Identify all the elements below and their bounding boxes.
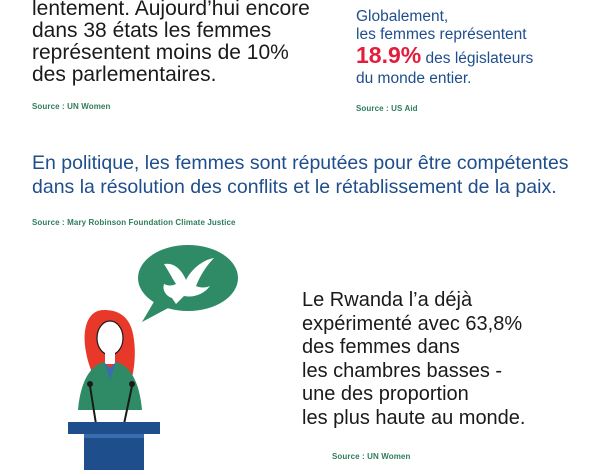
stat-line: du monde entier. xyxy=(356,70,472,87)
stat-line-highlight xyxy=(356,44,586,70)
stat-percentage: 18.9% xyxy=(356,42,422,68)
stat-line-rest: des législateurs xyxy=(425,50,534,67)
stat-line: les femmes représentent xyxy=(356,26,527,43)
rwanda-line: les plus haute au monde. xyxy=(302,406,526,429)
top-left-line: dans 38 états les femmes xyxy=(32,19,272,42)
top-left-line: représentent moins de 10% xyxy=(32,41,289,64)
rwanda-line: une des proportion xyxy=(302,383,469,406)
stat-line: Globalement, xyxy=(356,8,449,25)
top-left-line: lentement. Aujourd’hui encore xyxy=(32,0,310,20)
rwanda-text xyxy=(302,289,572,431)
source-us-aid: Source : US Aid xyxy=(356,104,418,113)
rwanda-line: Le Rwanda l’a déjà xyxy=(302,289,473,311)
rwanda-line: expérimenté avec 63,8% xyxy=(302,312,523,335)
rwanda-line: des femmes dans xyxy=(302,336,460,359)
middle-line: dans la résolution des conflits et le rétablissement de la paix. xyxy=(32,176,557,198)
source-mary-robinson: Source : Mary Robinson Foundation Climate Justice xyxy=(32,218,236,227)
source-un-women: Source : UN Women xyxy=(32,102,111,111)
illustration xyxy=(60,240,260,470)
source-un-women-2: Source : UN Women xyxy=(332,452,411,461)
rwanda-line: les chambres basses - xyxy=(302,359,503,382)
middle-line: En politique, les femmes sont réputées pour être compétentes xyxy=(32,152,569,174)
stat-block xyxy=(356,8,586,118)
speaker-at-podium-icon xyxy=(68,310,160,470)
top-left-line: des parlementaires. xyxy=(32,63,217,86)
middle-statement xyxy=(32,151,577,235)
top-left-text xyxy=(32,0,322,111)
